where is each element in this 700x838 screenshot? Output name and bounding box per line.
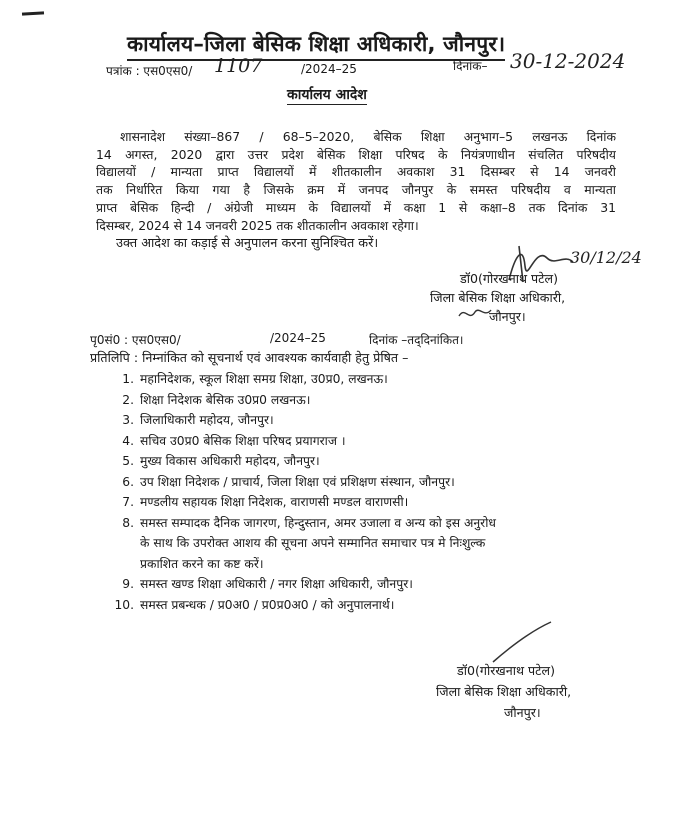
signatory-bottom-place: जौनपुर।	[504, 705, 541, 720]
date-handwritten: 30-12-2024	[510, 49, 626, 73]
copy-intro: प्रतिलिपि : निम्नांकित को सूचनार्थ एवं आवश्यक कार्यवाही हेतु प्रेषित –	[90, 350, 409, 365]
initials-mark	[455, 302, 495, 326]
list-text: शिक्षा निदेशक बेसिक उ0प्र0 लखनऊ।	[140, 392, 311, 407]
list-item	[112, 410, 496, 431]
list-text: समस्त प्रबन्धक / प्र0अ0 / प्र0प्र0अ0 / को अनुपालनार्थ।	[140, 597, 395, 612]
letter-year: /2024–25	[301, 62, 357, 76]
list-number: 1.	[122, 372, 134, 386]
scan-mark	[22, 11, 44, 15]
signatory-bottom-designation: जिला बेसिक शिक्षा अधिकारी,	[436, 684, 572, 699]
list-item	[112, 513, 496, 534]
signature-date-handwritten: 30/12/24	[570, 248, 642, 267]
list-text: महानिदेशक, स्कूल शिक्षा समग्र शिक्षा, उ0प्र0, लखनऊ।	[140, 372, 388, 386]
list-number: 4.	[122, 433, 134, 448]
list-number: 9.	[122, 577, 134, 591]
list-item	[112, 595, 496, 616]
list-text: उप शिक्षा निदेशक / प्राचार्य, जिला शिक्षा एवं प्रशिक्षण संस्थान, जौनपुर।	[140, 474, 455, 489]
date-label: दिनांक–	[453, 59, 488, 73]
list-item	[112, 451, 496, 472]
letter-number-label: पत्रांक : एस0एस0/	[106, 64, 193, 78]
body-line: तक निर्धारित किया गया है जिसके क्रम में जनपद जौनपुर के समस्त परिषदीय व मान्यता	[96, 182, 616, 198]
list-item	[112, 492, 496, 513]
body-line: प्राप्त बेसिक हिन्दी / अंग्रेजी माध्यम के विद्यालयों में कक्षा 1 से कक्षा–8 तक दिनांक 31	[96, 199, 616, 215]
list-text: सचिव उ0प्र0 बेसिक शिक्षा परिषद प्रयागराज ।	[140, 433, 346, 448]
signatory-name: डॉ0(गोरखनाथ पटेल)	[460, 271, 558, 286]
copy-date: दिनांक –तद्‌दिनांकित।	[369, 333, 464, 347]
list-text: समस्त खण्ड शिक्षा अधिकारी / नगर शिक्षा अधिकारी, जौनपुर।	[140, 577, 413, 591]
signatory-place: जौनपुर।	[489, 309, 526, 324]
office-title: कार्यालय–जिला बेसिक शिक्षा अधिकारी, जौनपुर।	[127, 30, 505, 61]
body-line: विद्यालयों / मान्यता प्राप्त विद्यालयों में शीतकालीन अवकाश 31 दिसम्बर से 14 जनवरी	[96, 164, 616, 180]
list-item-continuation: प्रकाशित करने का कष्ट करें।	[140, 556, 264, 571]
list-text: मण्डलीय सहायक शिक्षा निदेशक, वाराणसी मण्डल वाराणसी।	[140, 495, 409, 509]
order-body	[96, 128, 616, 234]
copy-ref-label: पृ0सं0 : एस0एस0/	[90, 333, 181, 347]
body-line: दिसम्बर, 2024 से 14 जनवरी 2025 तक शीतकालीन अवकाश रहेगा।	[96, 217, 419, 233]
list-item	[112, 574, 496, 595]
recipient-list	[112, 369, 496, 615]
list-item	[112, 369, 496, 390]
list-number: 5.	[122, 454, 134, 468]
list-item	[112, 472, 496, 493]
list-text: समस्त सम्पादक दैनिक जागरण, हिन्दुस्तान, अमर उजाला व अन्य को इस अनुरोध	[140, 515, 496, 530]
list-number: 2.	[122, 392, 134, 407]
signature-stroke	[493, 622, 551, 662]
compliance-line: उक्त आदेश का कड़ाई से अनुपालन करना सुनिश्चित करें।	[116, 236, 379, 251]
letter-number-handwritten: 1107	[214, 55, 263, 77]
list-number: 10.	[114, 597, 134, 612]
order-heading: कार्यालय आदेश	[287, 87, 367, 103]
list-text: मुख्य विकास अधिकारी महोदय, जौनपुर।	[140, 454, 320, 468]
list-number: 3.	[122, 413, 134, 427]
body-line: 14 अगस्त, 2020 द्वारा उत्तर प्रदेश बेसिक शिक्षा परिषद के नियंत्रणाधीन संचलित परिषदीय	[96, 146, 616, 162]
signatory-bottom-name: डॉ0(गोरखनाथ पटेल)	[457, 663, 555, 678]
body-line: शासनादेश संख्या–867 / 68–5–2020, बेसिक शिक्षा अनुभाग–5 लखनऊ दिनांक	[120, 129, 616, 144]
list-text: जिलाधिकारी महोदय, जौनपुर।	[140, 413, 274, 427]
signatory-designation: जिला बेसिक शिक्षा अधिकारी,	[430, 290, 566, 305]
list-item-continuation: के साथ कि उपरोक्त आशय की सूचना अपने सम्मानित समाचार पत्र मे निःशुल्क	[140, 536, 486, 550]
signature-bottom	[485, 618, 565, 668]
list-item	[112, 390, 496, 411]
list-number: 8.	[122, 515, 134, 530]
copy-ref-year: /2024–25	[270, 331, 326, 345]
list-item	[112, 431, 496, 452]
initials-stroke	[459, 310, 491, 316]
list-number: 6.	[122, 474, 134, 489]
list-number: 7.	[122, 495, 134, 509]
